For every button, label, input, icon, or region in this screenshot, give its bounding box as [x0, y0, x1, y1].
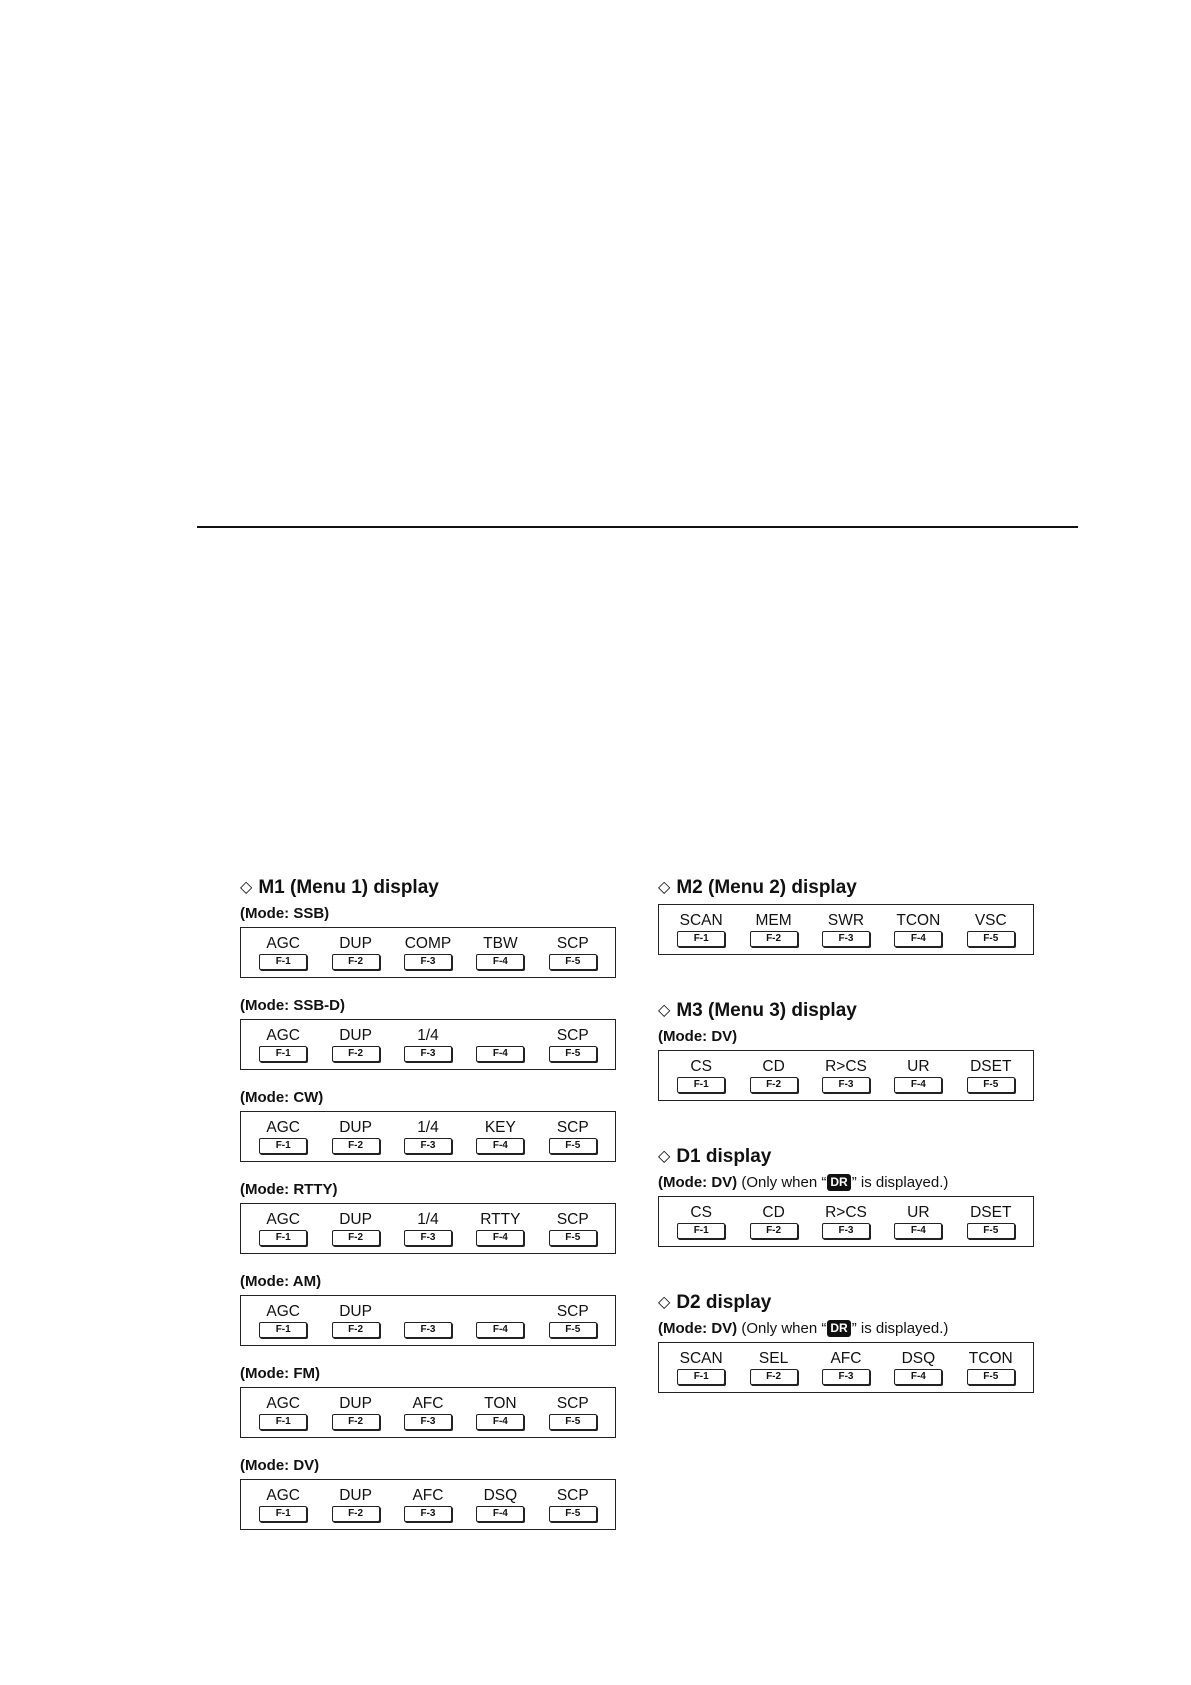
m1-mode-block [240, 1364, 620, 1438]
function-key-label: DUP [339, 1027, 372, 1044]
mode-label [240, 1456, 620, 1475]
function-key-label: DSQ [483, 1487, 518, 1504]
function-key-label: CS [690, 1204, 712, 1221]
mode-label [240, 1364, 620, 1383]
function-key-4 [470, 1395, 530, 1430]
diamond-icon: ◇ [658, 1294, 671, 1311]
function-key-5 [543, 1487, 603, 1522]
function-key-2 [326, 1119, 386, 1154]
m1-mode-block [240, 904, 620, 978]
function-key-5 [543, 1119, 603, 1154]
section-divider-line [197, 526, 1078, 528]
function-key-button: F-1 [677, 1077, 725, 1093]
function-key-button: F-2 [750, 1077, 798, 1093]
function-key-1 [253, 1211, 313, 1246]
function-key-label: 1/4 [417, 1119, 439, 1136]
mode-label-text: (Mode: RTTY) [240, 1181, 338, 1198]
function-key-label: SEL [758, 1350, 789, 1367]
m2-key-panel [658, 904, 1034, 955]
function-key-3 [816, 1204, 876, 1239]
d1-key-panel [658, 1196, 1034, 1247]
function-key-5 [961, 1058, 1021, 1093]
function-key-button: F-2 [332, 1230, 380, 1246]
function-key-button: F-3 [404, 1138, 452, 1154]
function-key-1 [671, 1204, 731, 1239]
function-key-button: F-4 [476, 1230, 524, 1246]
function-key-label: SCP [556, 935, 589, 952]
diamond-icon: ◇ [658, 1002, 671, 1019]
function-key-label: DUP [339, 935, 372, 952]
d2-heading-text: D2 display [676, 1292, 772, 1313]
m1-mode-list [240, 904, 620, 1530]
function-key-1 [253, 1487, 313, 1522]
m2-heading-text: M2 (Menu 2) display [676, 877, 857, 898]
function-key-label: CD [762, 1204, 785, 1221]
function-key-1 [253, 1303, 313, 1338]
function-key-3 [816, 1058, 876, 1093]
function-key-button: F-1 [259, 1506, 307, 1522]
function-key-1 [253, 1119, 313, 1154]
function-key-label: SCP [556, 1119, 589, 1136]
function-key-button: F-5 [967, 1077, 1015, 1093]
function-key-label: AGC [266, 1395, 300, 1412]
function-key-label: TBW [483, 935, 518, 952]
diamond-icon: ◇ [658, 879, 671, 896]
d1-mode-note [658, 1173, 1038, 1192]
m1-key-panel [240, 1295, 616, 1346]
m1-key-panel [240, 1203, 616, 1254]
function-key-3 [398, 1487, 458, 1522]
m3-heading-text: M3 (Menu 3) display [676, 1000, 857, 1021]
function-key-label: TON [484, 1395, 517, 1412]
function-key-2 [744, 912, 804, 947]
function-key-button: F-3 [822, 1369, 870, 1385]
dr-badge: DR [827, 1174, 850, 1191]
mode-label [240, 1088, 620, 1107]
mode-label-text: (Mode: DV) [240, 1457, 320, 1474]
mode-label-text: (Mode: SSB-D) [240, 997, 345, 1014]
function-key-label: AGC [266, 1119, 300, 1136]
m1-heading [240, 876, 620, 900]
function-key-3 [816, 1350, 876, 1385]
function-key-3 [398, 1395, 458, 1430]
function-key-5 [543, 1395, 603, 1430]
function-key-button: F-3 [404, 1506, 452, 1522]
function-key-label: DUP [339, 1487, 372, 1504]
function-key-3 [816, 912, 876, 947]
m1-heading-text: M1 (Menu 1) display [258, 877, 439, 898]
function-key-2 [744, 1350, 804, 1385]
mode-label [240, 996, 620, 1015]
function-key-3 [398, 1027, 458, 1062]
d2-heading [658, 1291, 1038, 1315]
m1-key-panel [240, 1019, 616, 1070]
function-key-2 [326, 935, 386, 970]
function-key-button: F-4 [476, 1046, 524, 1062]
function-key-button: F-5 [967, 1369, 1015, 1385]
function-key-2 [326, 1487, 386, 1522]
d2-mode-label: (Mode: DV) [658, 1320, 738, 1337]
d2-note-after: ” is displayed.) [851, 1320, 949, 1337]
function-key-label: DUP [339, 1395, 372, 1412]
function-key-label: DSET [970, 1058, 1012, 1075]
function-key-button: F-5 [549, 1414, 597, 1430]
function-key-2 [744, 1204, 804, 1239]
m1-key-panel [240, 1479, 616, 1530]
m1-mode-block [240, 1272, 620, 1346]
function-key-4 [888, 912, 948, 947]
function-key-label: RTTY [480, 1211, 521, 1228]
function-key-button: F-1 [259, 1414, 307, 1430]
function-key-label: 1/4 [417, 1027, 439, 1044]
function-key-4 [888, 1350, 948, 1385]
m1-key-panel [240, 1111, 616, 1162]
function-key-label: AGC [266, 1303, 300, 1320]
function-key-button: F-1 [259, 1046, 307, 1062]
function-key-button: F-2 [750, 931, 798, 947]
function-key-4 [470, 1119, 530, 1154]
function-key-label: R>CS [825, 1204, 867, 1221]
function-key-button: F-2 [332, 954, 380, 970]
function-key-button: F-5 [549, 1046, 597, 1062]
function-key-1 [253, 935, 313, 970]
function-key-label: CS [690, 1058, 712, 1075]
function-key-1 [253, 1027, 313, 1062]
function-key-button: F-4 [476, 954, 524, 970]
function-key-1 [671, 1058, 731, 1093]
function-key-button: F-2 [332, 1506, 380, 1522]
m1-key-panel [240, 927, 616, 978]
function-key-button: F-5 [549, 1506, 597, 1522]
function-key-5 [961, 912, 1021, 947]
function-key-button: F-4 [894, 931, 942, 947]
function-key-label: VSC [974, 912, 1007, 929]
d1-note-before: (Only when “ [737, 1174, 827, 1191]
function-key-5 [543, 935, 603, 970]
function-key-2 [326, 1211, 386, 1246]
m1-mode-block [240, 1456, 620, 1530]
function-key-button: F-1 [259, 1322, 307, 1338]
function-key-label: SCAN [679, 912, 723, 929]
function-key-label: COMP [404, 935, 452, 952]
mode-label-text: (Mode: AM) [240, 1273, 322, 1290]
function-key-4 [470, 1027, 530, 1062]
function-key-4 [470, 1303, 530, 1338]
d1-section [658, 1145, 1038, 1247]
m3-section [658, 999, 1038, 1101]
mode-label [240, 1272, 620, 1291]
function-key-label: SWR [827, 912, 865, 929]
mode-label [240, 904, 620, 923]
dr-badge: DR [827, 1320, 850, 1337]
function-key-button: F-3 [404, 1046, 452, 1062]
function-key-button: F-3 [404, 1230, 452, 1246]
function-key-5 [543, 1211, 603, 1246]
function-key-label: SCAN [679, 1350, 723, 1367]
function-key-label: SCP [556, 1487, 589, 1504]
function-key-label: SCP [556, 1303, 589, 1320]
function-key-label: AFC [412, 1395, 444, 1412]
function-key-button: F-5 [967, 931, 1015, 947]
function-key-button: F-2 [750, 1369, 798, 1385]
function-key-label: DSET [970, 1204, 1012, 1221]
function-key-2 [326, 1027, 386, 1062]
function-key-button: F-2 [332, 1138, 380, 1154]
function-key-4 [470, 1487, 530, 1522]
function-key-button: F-5 [549, 954, 597, 970]
function-key-1 [671, 1350, 731, 1385]
function-key-button: F-4 [894, 1369, 942, 1385]
d2-note-before: (Only when “ [737, 1320, 827, 1337]
function-key-button: F-4 [476, 1506, 524, 1522]
function-key-button: F-5 [549, 1230, 597, 1246]
function-key-button: F-4 [894, 1077, 942, 1093]
function-key-button: F-1 [677, 1223, 725, 1239]
function-key-button: F-2 [332, 1322, 380, 1338]
function-key-button: F-5 [967, 1223, 1015, 1239]
function-key-1 [253, 1395, 313, 1430]
mode-label-text: (Mode: CW) [240, 1089, 324, 1106]
function-key-label: TCON [968, 1350, 1013, 1367]
function-key-4 [888, 1058, 948, 1093]
function-key-button: F-3 [404, 1414, 452, 1430]
function-key-4 [888, 1204, 948, 1239]
diamond-icon: ◇ [658, 1148, 671, 1165]
function-key-4 [470, 1211, 530, 1246]
function-key-button: F-1 [677, 931, 725, 947]
function-key-5 [961, 1350, 1021, 1385]
function-key-button: F-3 [404, 1322, 452, 1338]
function-key-label: AFC [412, 1487, 444, 1504]
m2-section [658, 876, 1038, 955]
m1-mode-block [240, 1088, 620, 1162]
function-key-label: KEY [484, 1119, 516, 1136]
function-key-label: CD [762, 1058, 785, 1075]
m1-display-column [240, 876, 620, 1548]
function-key-button: F-5 [549, 1322, 597, 1338]
m2-heading [658, 876, 1038, 900]
function-key-4 [470, 935, 530, 970]
d2-section [658, 1291, 1038, 1393]
d1-heading-text: D1 display [676, 1146, 772, 1167]
function-key-label: SCP [556, 1027, 589, 1044]
function-key-label: TCON [896, 912, 941, 929]
function-key-label: UR [907, 1058, 930, 1075]
function-key-button: F-3 [404, 954, 452, 970]
function-key-label: AGC [266, 935, 300, 952]
function-key-button: F-2 [332, 1046, 380, 1062]
function-key-3 [398, 935, 458, 970]
function-key-button: F-1 [259, 954, 307, 970]
function-key-button: F-4 [476, 1414, 524, 1430]
function-key-2 [326, 1395, 386, 1430]
function-key-button: F-3 [822, 931, 870, 947]
function-key-3 [398, 1211, 458, 1246]
diamond-icon: ◇ [240, 879, 253, 896]
function-key-button: F-3 [822, 1223, 870, 1239]
function-key-label: UR [907, 1204, 930, 1221]
function-key-label: DUP [339, 1211, 372, 1228]
function-key-label: 1/4 [417, 1211, 439, 1228]
function-key-label: AFC [830, 1350, 862, 1367]
function-key-label: MEM [755, 912, 792, 929]
m1-key-panel [240, 1387, 616, 1438]
function-key-label: R>CS [825, 1058, 867, 1075]
m3-key-panel [658, 1050, 1034, 1101]
m1-mode-block [240, 1180, 620, 1254]
function-key-label: DSQ [901, 1350, 936, 1367]
mode-label-text: (Mode: SSB) [240, 905, 330, 922]
function-key-5 [961, 1204, 1021, 1239]
m3-mode-label: (Mode: DV) [658, 1028, 738, 1045]
d2-key-panel [658, 1342, 1034, 1393]
function-key-button: F-3 [822, 1077, 870, 1093]
function-key-1 [671, 912, 731, 947]
function-key-label: SCP [556, 1395, 589, 1412]
m3-heading [658, 999, 1038, 1023]
mode-label-text: (Mode: FM) [240, 1365, 320, 1382]
function-key-3 [398, 1303, 458, 1338]
function-key-button: F-5 [549, 1138, 597, 1154]
function-key-button: F-1 [259, 1230, 307, 1246]
function-key-button: F-4 [476, 1138, 524, 1154]
function-key-button: F-1 [677, 1369, 725, 1385]
m1-mode-block [240, 996, 620, 1070]
function-key-button: F-2 [332, 1414, 380, 1430]
function-key-3 [398, 1119, 458, 1154]
function-key-5 [543, 1303, 603, 1338]
function-key-button: F-4 [476, 1322, 524, 1338]
function-key-label: DUP [339, 1303, 372, 1320]
d2-mode-note [658, 1319, 1038, 1338]
function-key-label: DUP [339, 1119, 372, 1136]
function-key-button: F-1 [259, 1138, 307, 1154]
d1-heading [658, 1145, 1038, 1169]
function-key-label: AGC [266, 1487, 300, 1504]
d1-mode-label: (Mode: DV) [658, 1174, 738, 1191]
function-key-5 [543, 1027, 603, 1062]
right-display-column [658, 876, 1038, 1411]
function-key-button: F-4 [894, 1223, 942, 1239]
mode-label [240, 1180, 620, 1199]
function-key-label: AGC [266, 1027, 300, 1044]
function-key-2 [326, 1303, 386, 1338]
function-key-label: SCP [556, 1211, 589, 1228]
function-key-label: AGC [266, 1211, 300, 1228]
d1-note-after: ” is displayed.) [851, 1174, 949, 1191]
function-key-button: F-2 [750, 1223, 798, 1239]
function-key-2 [744, 1058, 804, 1093]
